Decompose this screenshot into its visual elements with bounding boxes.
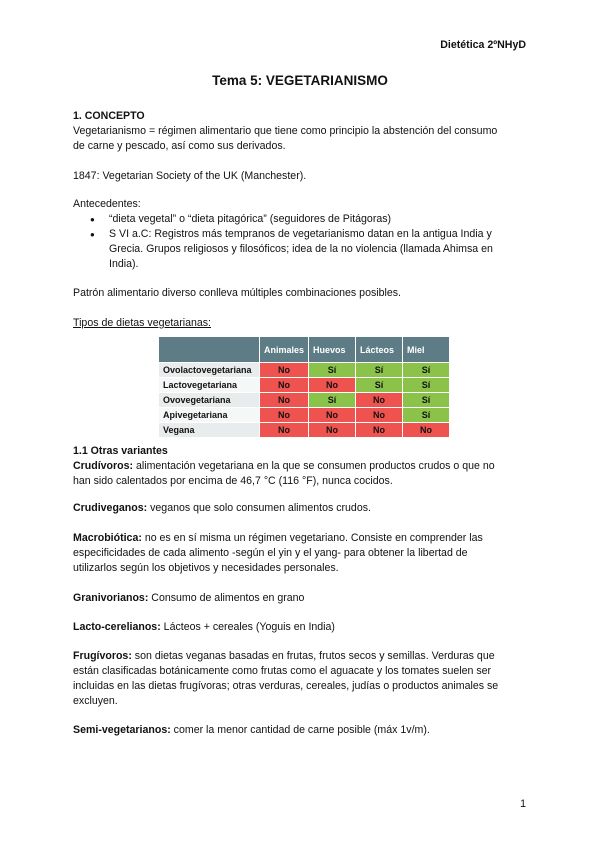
lacto-cerelianos-text: Lácteos + cereales (Yoguis en India) xyxy=(160,621,335,633)
antecedentes-list xyxy=(73,212,528,272)
granivorianos-text: Consumo de alimentos en grano xyxy=(148,592,305,604)
crudivoros-line-2: han sido calentados por encima de 46,7 °C (116 °F), nunca cocidos. xyxy=(73,475,393,487)
row-name: Lactovegetariana xyxy=(159,378,260,393)
cell: No xyxy=(260,393,309,408)
table-corner xyxy=(159,337,260,363)
macrobiotica-text: no es en sí misma un régimen vegetariano. Consiste en comprender las xyxy=(141,532,483,544)
crudivoros-line-1 xyxy=(73,459,528,474)
antecedente-item xyxy=(73,227,528,272)
page-title: Tema 5: VEGETARIANISMO xyxy=(212,73,388,88)
frugivoros-line-4: excluyen. xyxy=(73,695,118,707)
cell: Sí xyxy=(403,408,450,423)
course-header: Dietética 2ºNHyD xyxy=(440,39,526,51)
frugivoros-entry xyxy=(73,649,528,709)
bullet-text-line-3: India). xyxy=(109,258,139,270)
macrobiotica-line-3: utilizarlos según los objetivos y necesidades personales. xyxy=(73,562,339,574)
col-header-miel: Miel xyxy=(403,337,450,363)
frugivoros-text: son dietas veganas basadas en frutas, frutos secos y semillas. Verduras que xyxy=(131,650,495,662)
table-row xyxy=(159,408,450,423)
tipos-label: Tipos de dietas vegetarianas: xyxy=(73,317,211,329)
patron-line: Patrón alimentario diverso conlleva múltiples combinaciones posibles. xyxy=(73,287,401,299)
table-row xyxy=(159,378,450,393)
frugivoros-line-1 xyxy=(73,649,528,664)
row-name: Ovovegetariana xyxy=(159,393,260,408)
semi-vegetarianos-text: comer la menor cantidad de carne posible (máx 1v/m). xyxy=(170,724,430,736)
granivorianos-term: Granivorianos: xyxy=(73,592,149,604)
macrobiotica-term: Macrobiótica: xyxy=(73,532,142,544)
cell: Sí xyxy=(309,393,356,408)
granivorianos-entry xyxy=(73,591,528,606)
page-number: 1 xyxy=(520,798,526,810)
concepto-section xyxy=(73,109,528,154)
crudiveganos-text: veganos que solo consumen alimentos crudos. xyxy=(147,502,371,514)
col-header-huevos: Huevos xyxy=(309,337,356,363)
table-row xyxy=(159,423,450,438)
cell: Sí xyxy=(309,363,356,378)
cell: No xyxy=(260,378,309,393)
definition-line-1: Vegetarianismo = régimen alimentario que tiene como principio la abstención del consumo xyxy=(73,125,498,137)
antecedente-item xyxy=(73,212,528,227)
cell: Sí xyxy=(403,363,450,378)
macrobiotica-line-2: especificidades de cada alimento -según el yin y el yang- para obtener la libertad de xyxy=(73,547,468,559)
crudiveganos-entry xyxy=(73,501,528,516)
frugivoros-line-2: están clasificadas botánicamente como frutas como el aguacate y los tomates suelen ser xyxy=(73,665,492,677)
crudivoros-term: Crudívoros: xyxy=(73,460,134,472)
macrobiotica-line-1 xyxy=(73,531,528,546)
antecedentes-label: Antecedentes: xyxy=(73,198,141,210)
frugivoros-line-3: incluidas en las dietas frugívoras; otras verduras, cereales, judías o productos animales se xyxy=(73,680,499,692)
table-row xyxy=(159,363,450,378)
cell: No xyxy=(309,423,356,438)
cell: No xyxy=(356,408,403,423)
row-name: Apivegetariana xyxy=(159,408,260,423)
row-name: Ovolactovegetariana xyxy=(159,363,260,378)
cell: Sí xyxy=(356,363,403,378)
crudivoros-text: alimentación vegetariana en la que se consumen productos crudos o que no xyxy=(133,460,495,472)
cell: No xyxy=(356,423,403,438)
bullet-text-line-1: ● S VI a.C: Registros más tempranos de vegetarianismo datan en la antigua India y xyxy=(109,228,492,240)
semi-vegetarianos-entry xyxy=(73,723,528,738)
diet-types-table xyxy=(158,336,450,438)
col-header-lacteos: Lácteos xyxy=(356,337,403,363)
definition-line-2: de carne y pescado, así como sus derivados. xyxy=(73,140,286,152)
bullet-text: “dieta vegetal” o “dieta pitagórica” (seguidores de Pitágoras) xyxy=(109,213,392,225)
society-line: 1847: Vegetarian Society of the UK (Manchester). xyxy=(73,170,307,182)
lacto-cerelianos-term: Lacto-cerelianos: xyxy=(73,621,161,633)
cell: No xyxy=(309,408,356,423)
cell: No xyxy=(309,378,356,393)
cell: Sí xyxy=(403,378,450,393)
concepto-heading: 1. CONCEPTO xyxy=(73,110,145,122)
cell: Sí xyxy=(403,393,450,408)
cell: No xyxy=(260,423,309,438)
bullet-text-line-2: Grecia. Grupos religiosos y filosóficos; idea de la no violencia (llamada Ahimsa en xyxy=(109,243,493,255)
cell: No xyxy=(356,393,403,408)
cell: No xyxy=(260,363,309,378)
col-header-animales: Animales xyxy=(260,337,309,363)
cell: Sí xyxy=(356,378,403,393)
macrobiotica-entry xyxy=(73,531,528,576)
crudiveganos-term: Crudiveganos: xyxy=(73,502,148,514)
row-name: Vegana xyxy=(159,423,260,438)
frugivoros-term: Frugívoros: xyxy=(73,650,132,662)
variantes-heading: 1.1 Otras variantes xyxy=(73,445,168,457)
variantes-section xyxy=(73,444,528,489)
antecedentes-section xyxy=(73,197,528,272)
table-row xyxy=(159,393,450,408)
cell: No xyxy=(403,423,450,438)
lacto-cerelianos-entry xyxy=(73,620,528,635)
semi-vegetarianos-term: Semi-vegetarianos: xyxy=(73,724,171,736)
cell: No xyxy=(260,408,309,423)
